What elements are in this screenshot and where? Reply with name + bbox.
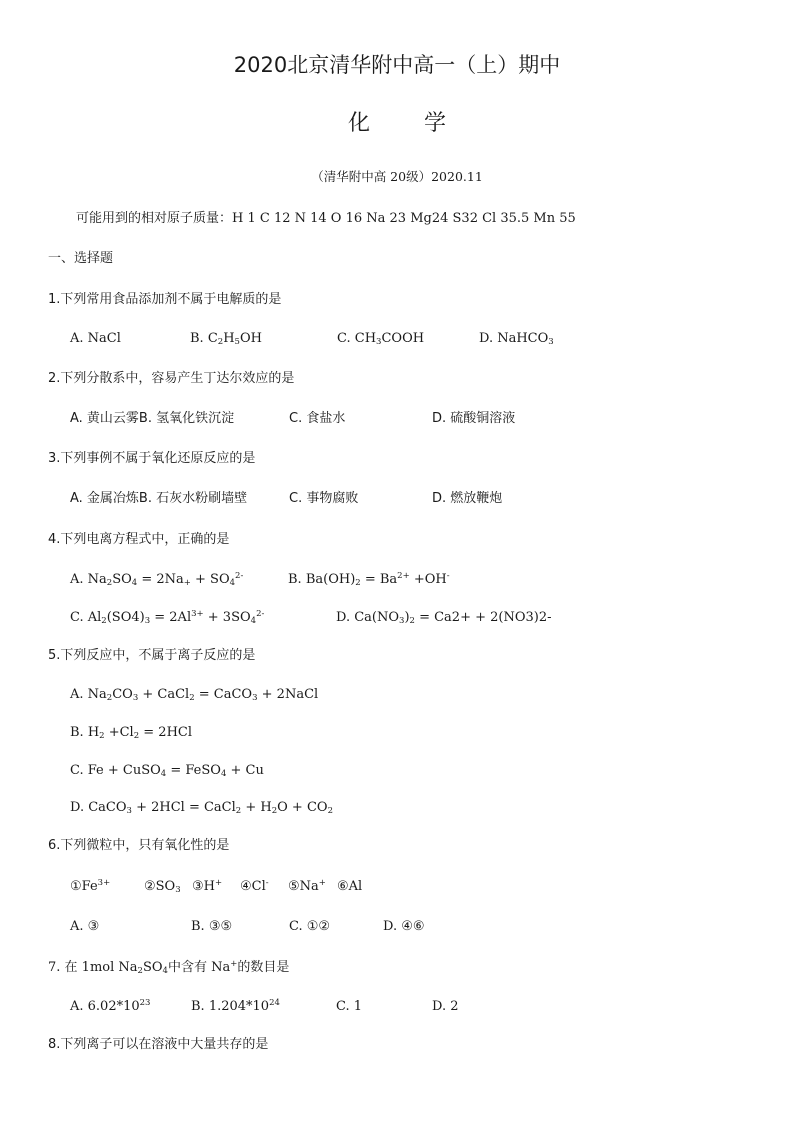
- q1-option-b: B. $C_2H_5OH$: [190, 331, 262, 347]
- question-8-stem: 8.下列离子可以在溶液中大量共存的是: [48, 1037, 269, 1052]
- q6-item-3: ③H+: [192, 878, 223, 894]
- q5-option-c: C. Fe + CuSO$_4$ = FeSO$_4$ + Cu: [70, 763, 264, 779]
- q6-item-5: ⑤Na+: [288, 878, 326, 894]
- subject-char-2: 学: [424, 111, 447, 136]
- q4-option-d: D. $Ca(NO_3)_2 = Ca2+ + 2(NO3)2-$: [336, 610, 552, 626]
- question-5-stem: 5.下列反应中，不属于离子反应的是: [48, 648, 256, 663]
- q1-option-a: A. NaCl: [70, 331, 121, 346]
- q4-option-c: C. $Al_2(SO4)_3 = 2Al^{3+} + 3SO_4^{2-}$: [70, 609, 265, 626]
- q3-option-ab: A. 金属冶炼B. 石灰水粉刷墙壁: [70, 491, 248, 506]
- q7-option-a: A. $6.02*10^{23}$: [70, 998, 151, 1014]
- q6-option-d: D. ④⑥: [383, 919, 425, 934]
- q7-option-c: C. 1: [336, 999, 363, 1014]
- q3-option-c: C. 事物腐败: [289, 491, 359, 506]
- q6-item-4: ④Cl-: [240, 878, 269, 894]
- question-4-stem: 4.下列电离方程式中，正确的是: [48, 532, 230, 547]
- q5-option-d: D. CaCO$_3$ + 2HCl = CaCl$_2$ + $H_2O + CO_2$: [70, 800, 333, 816]
- question-1-stem: 1.下列常用食品添加剂不属于电解质的是: [48, 292, 282, 307]
- q6-item-1: $①Fe^{3+}$: [70, 878, 111, 894]
- question-3-stem: 3.下列事例不属于氧化还原反应的是: [48, 451, 256, 466]
- q7-option-d: D. 2: [432, 999, 459, 1014]
- q5-option-b: B. $H_2 +Cl_2 = 2HCl$: [70, 725, 193, 741]
- q6-option-c: C. ①②: [289, 919, 331, 934]
- q6-option-a: A. ③: [70, 919, 100, 934]
- question-7-stem: 7. 在 1mol $Na_2SO_4$中含有 Na+的数目是: [48, 959, 290, 976]
- q6-item-6: ⑥Al: [337, 879, 363, 894]
- q2-option-d: D. 硫酸铜溶液: [432, 411, 516, 426]
- q1-option-c: C. $CH_3COOH$: [337, 331, 425, 347]
- q2-option-c: C. 食盐水: [289, 411, 346, 426]
- section-heading: 一、选择题: [48, 251, 114, 266]
- q1-option-d: D. NaHCO$_3$: [479, 331, 554, 347]
- q3-option-d: D. 燃放鞭炮: [432, 491, 503, 506]
- q7-option-b: B. $1.204*10^{24}$: [191, 998, 280, 1014]
- q2-option-ab: A. 黄山云雾B. 氢氧化铁沉淀: [70, 411, 235, 426]
- subject-char-1: 化: [347, 111, 370, 136]
- q4-option-b: B. $Ba(OH)_2 = Ba^{2+} +OH^-$: [288, 571, 450, 588]
- q6-option-b: B. ③⑤: [191, 919, 233, 934]
- q6-item-2: $②SO_3$: [144, 879, 181, 895]
- q4-option-a: A. $Na_2SO_4 = 2Na_+ + SO_4^{2-}$: [70, 571, 244, 588]
- q5-option-a: A. $Na_2CO_3$ + CaCl$_2$ = CaCO$_3$ + 2NaCl: [70, 687, 319, 703]
- exam-title: 2020北京清华附中高一（上）期中: [233, 53, 561, 77]
- atomic-masses: 可能用到的相对原子质量：H 1 C 12 N 14 O 16 Na 23 Mg24 S32 Cl 35.5 Mn 55: [76, 211, 576, 226]
- question-6-stem: 6.下列微粒中，只有氧化性的是: [48, 838, 230, 853]
- question-2-stem: 2.下列分散系中，容易产生丁达尔效应的是: [48, 371, 295, 386]
- exam-meta: （清华附中高 20级）2020.11: [311, 169, 483, 184]
- subject-title: [0, 113, 794, 135]
